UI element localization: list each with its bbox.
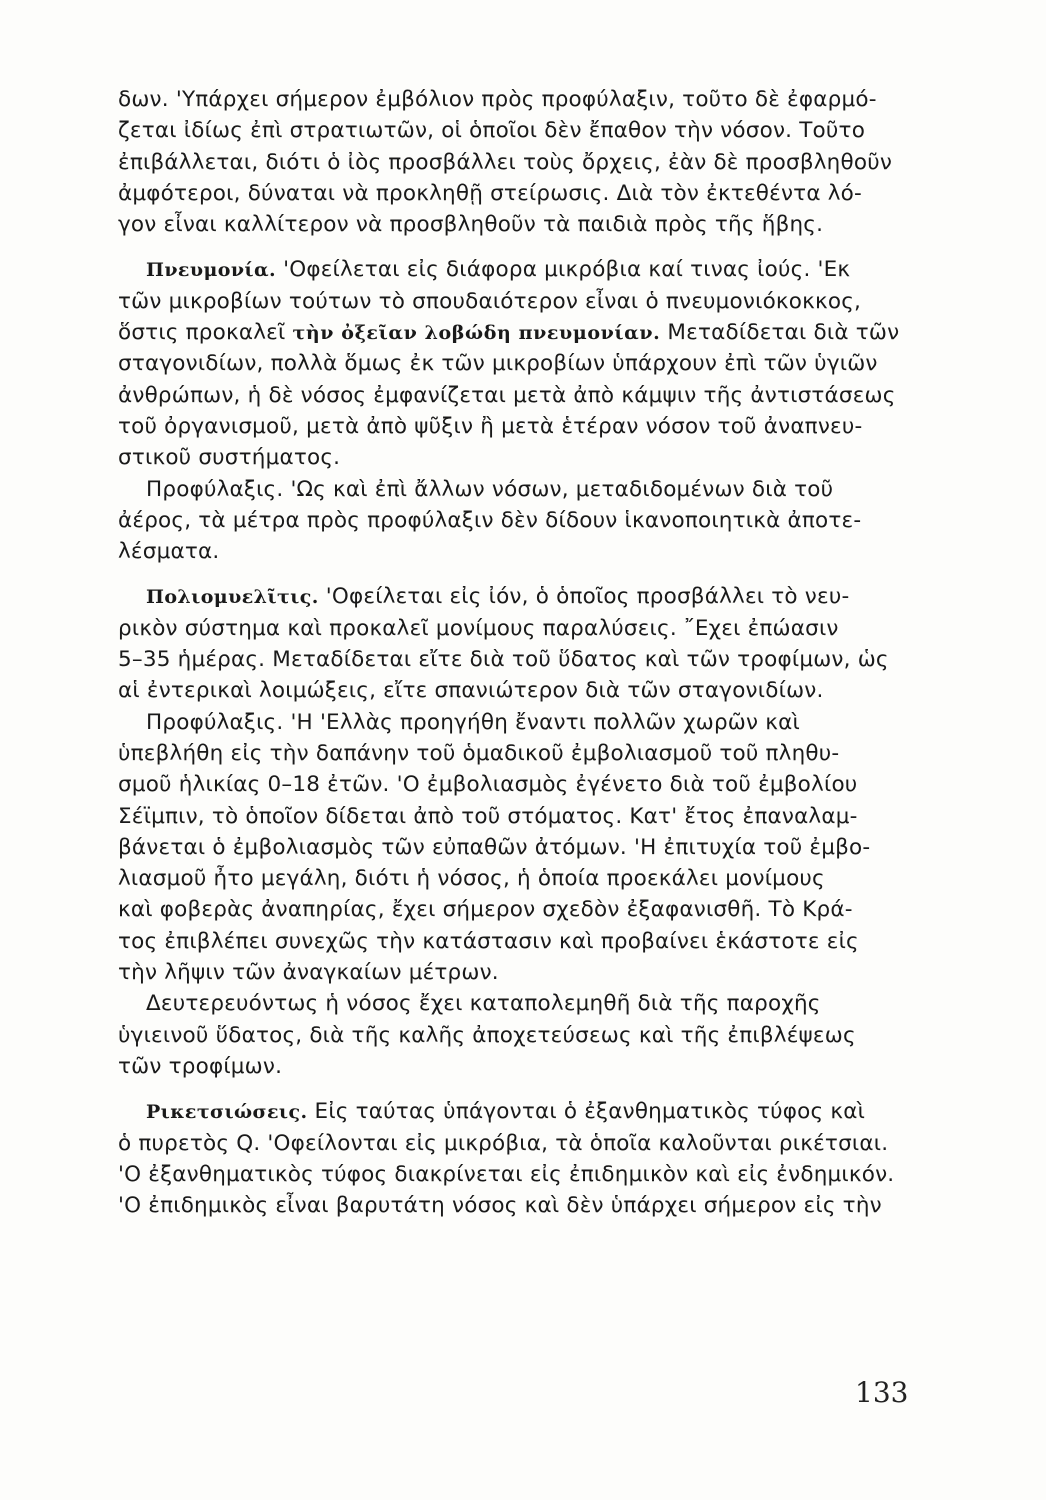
- text-line: λιασμοῦ ἦτο μεγάλη, διότι ἡ νόσος, ἡ ὁποία προεκάλει μονίμους: [118, 866, 825, 892]
- text-line: γον εἶναι καλλίτερον νὰ προσβληθοῦν τὰ παιδιὰ πρὸς τῆς ἥβης.: [118, 212, 824, 238]
- text-line: τος ἐπιβλέπει συνεχῶς τὴν κατάστασιν καὶ προβαίνει ἑκάστοτε εἰς: [118, 928, 859, 954]
- section-heading-polio: Πολιομυελῖτις.: [146, 586, 319, 609]
- text-line: σμοῦ ἡλικίας 0–18 ἐτῶν. 'Ο ἐμβολιασμὸς ἐγένετο διὰ τοῦ ἐμβολίου: [118, 772, 858, 798]
- text-line: αἱ ἐντερικαὶ λοιμώξεις, εἴτε σπανιώτερον διὰ τῶν σταγονιδίων.: [118, 678, 824, 704]
- text-line: σταγονιδίων, πολλὰ ὅμως ἐκ τῶν μικροβίων ὑπάρχουν ἐπὶ τῶν ὑγιῶν: [118, 351, 878, 377]
- text-line: τῶν μικροβίων τούτων τὸ σπουδαιότερον εἶναι ὁ πνευμονιόκοκκος,: [118, 288, 862, 314]
- text-line: ρικὸν σύστημα καὶ προκαλεῖ μονίμους παραλύσεις. ῎Εχει ἐπώασιν: [118, 615, 839, 641]
- section-gap: [118, 567, 908, 581]
- text-line: βάνεται ὁ ἐμβολιασμὸς τῶν εὐπαθῶν ἀτόμων. 'Η ἐπιτυχία τοῦ ἐμβο-: [118, 834, 871, 860]
- text-line: Προφύλαξις. 'Ως καὶ ἐπὶ ἄλλων νόσων, μεταδιδομένων διὰ τοῦ: [146, 476, 834, 502]
- text-line: ὁ πυρετὸς Q. 'Οφείλονται εἰς μικρόβια, τὰ ὁποῖα καλοῦνται ρικέτσιαι.: [118, 1130, 889, 1156]
- text-line: τοῦ ὀργανισμοῦ, μετὰ ἀπὸ ψῦξιν ἢ μετὰ ἑτέραν νόσον τοῦ ἀναπνευ-: [118, 413, 863, 439]
- section-gap: [118, 240, 908, 254]
- text-line: ὑγιεινοῦ ὕδατος, διὰ τῆς καλῆς ἀποχετεύσεως καὶ τῆς ἐπιβλέψεως: [118, 1022, 856, 1048]
- text-line: τὴν λῆψιν τῶν ἀναγκαίων μέτρων.: [118, 960, 499, 986]
- text-line: ἀέρος, τὰ μέτρα πρὸς προφύλαξιν δὲν δίδουν ἱκανοποιητικὰ ἀποτε-: [118, 507, 862, 533]
- text-line: λέσματα.: [118, 539, 220, 565]
- text-line: ἐπιβάλλεται, διότι ὁ ἰὸς προσβάλλει τοὺς ὄρχεις, ἐὰν δὲ προσβληθοῦν: [118, 149, 893, 175]
- text-run: Εἰς ταύτας ὑπάγονται ὁ ἐξανθηματικὸς τύφος καὶ: [307, 1099, 866, 1125]
- page-text: [118, 84, 908, 1221]
- emphasized-term: τὴν ὀξεῖαν λοβώδη πνευμονίαν.: [292, 322, 661, 345]
- text-line: τῶν τροφίμων.: [118, 1053, 283, 1079]
- text-line: 5–35 ἡμέρας. Μεταδίδεται εἴτε διὰ τοῦ ὕδατος καὶ τῶν τροφίμων, ὡς: [118, 647, 889, 673]
- text-line: ζεται ἰδίως ἐπὶ στρατιωτῶν, οἱ ὁποῖοι δὲν ἔπαθον τὴν νόσον. Τοῦτο: [118, 118, 866, 144]
- text-line: Δευτερευόντως ἡ νόσος ἔχει καταπολεμηθῆ διὰ τῆς παροχῆς: [146, 991, 821, 1017]
- text-line: [118, 581, 908, 612]
- text-line: Προφύλαξις. 'Η 'Ελλὰς προηγήθη ἔναντι πολλῶν χωρῶν καὶ: [146, 709, 800, 735]
- text-line: ὑπεβλήθη εἰς τὴν δαπάνην τοῦ ὁμαδικοῦ ἐμβολιασμοῦ τοῦ πληθυ-: [118, 740, 840, 766]
- text-run: ὅστις προκαλεῖ: [118, 320, 293, 346]
- text-run: 'Οφείλεται εἰς διάφορα μικρόβια καί τινας ἰούς. 'Εκ: [276, 257, 851, 283]
- text-line: 'Ο ἐπιδημικὸς εἶναι βαρυτάτη νόσος καὶ δὲν ὑπάρχει σήμερον εἰς τὴν: [118, 1193, 882, 1219]
- section-heading-rickettsioses: Ρικετσιώσεις.: [146, 1101, 308, 1124]
- text-line: καὶ φοβερὰς ἀναπηρίας, ἔχει σήμερον σχεδὸν ἐξαφανισθῆ. Τὸ Κρά-: [118, 897, 853, 923]
- text-line: ἀνθρώπων, ἡ δὲ νόσος ἐμφανίζεται μετὰ ἀπὸ κάμψιν τῆς ἀντιστάσεως: [118, 382, 896, 408]
- text-line: [118, 1096, 908, 1127]
- text-run: Μεταδίδεται διὰ τῶν: [660, 320, 900, 346]
- text-line: [118, 317, 908, 348]
- text-line: ἀμφότεροι, δύναται νὰ προκληθῇ στείρωσις. Διὰ τὸν ἐκτεθέντα λό-: [118, 180, 862, 206]
- text-run: 'Οφείλεται εἰς ἰόν, ὁ ὁποῖος προσβάλλει τὸ νευ-: [318, 584, 850, 610]
- text-line: 'Ο ἐξανθηματικὸς τύφος διακρίνεται εἰς ἐπιδημικὸν καὶ εἰς ἐνδημικόν.: [118, 1161, 895, 1187]
- section-heading-pneumonia: Πνευμονία.: [146, 259, 277, 282]
- text-line: [118, 254, 908, 285]
- section-gap: [118, 1082, 908, 1096]
- text-line: Σέϊμπιν, τὸ ὁποῖον δίδεται ἀπὸ τοῦ στόματος. Κατ' ἔτος ἐπαναλαμ-: [118, 803, 858, 829]
- text-line: στικοῦ συστήματος.: [118, 445, 341, 471]
- page-number: 133: [855, 1376, 909, 1409]
- text-line: δων. 'Υπάρχει σήμερον ἐμβόλιον πρὸς προφύλαξιν, τοῦτο δὲ ἐφαρμό-: [118, 87, 877, 112]
